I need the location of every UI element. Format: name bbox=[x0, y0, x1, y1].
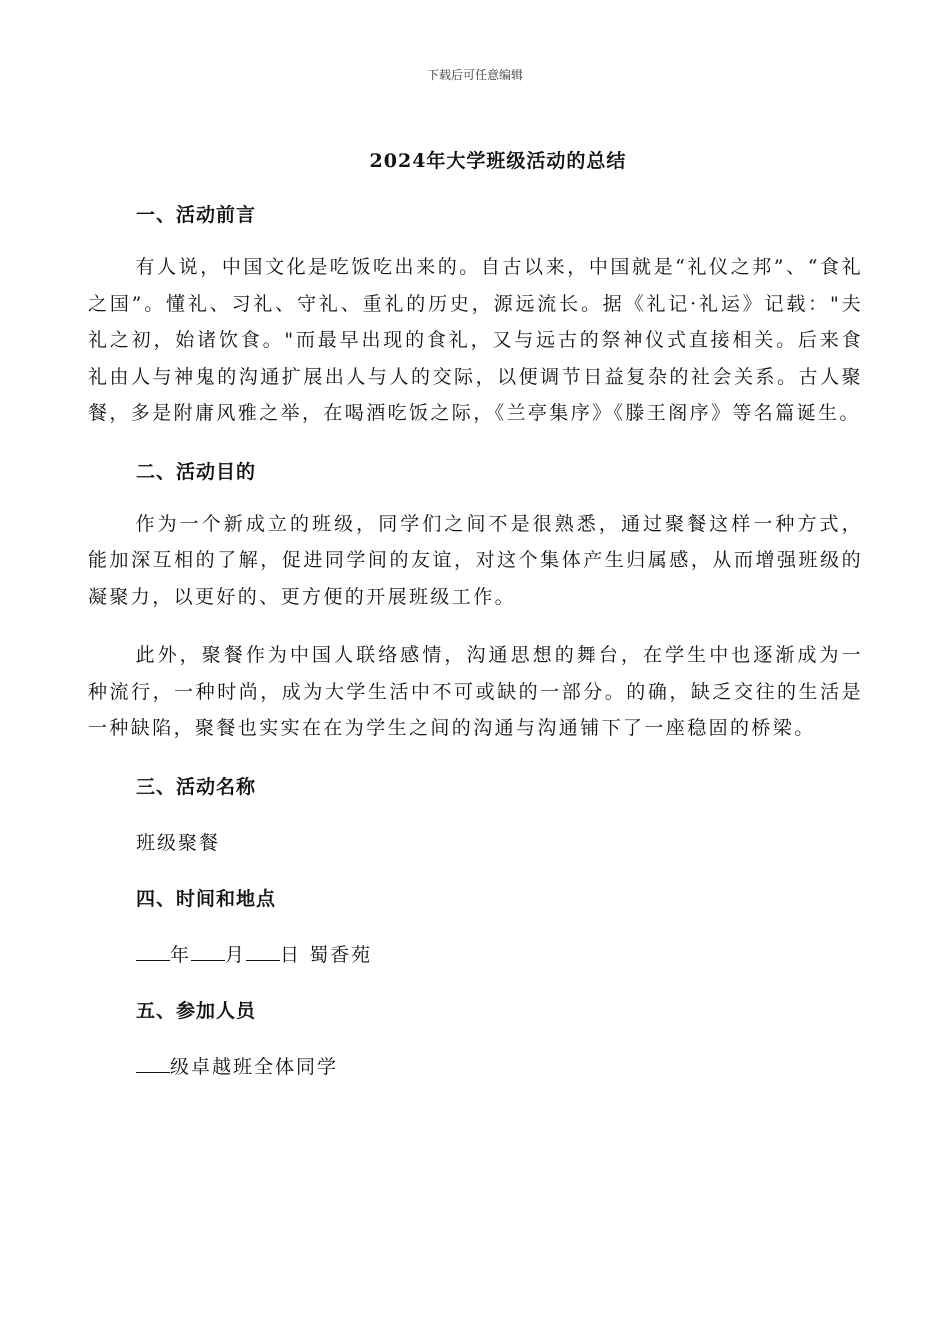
section-heading-purpose: 二、活动目的 bbox=[136, 460, 257, 483]
section-heading-name: 三、活动名称 bbox=[136, 775, 257, 798]
month-blank bbox=[191, 942, 225, 961]
day-blank bbox=[246, 942, 280, 961]
year-blank bbox=[136, 942, 170, 961]
document-title: 2024年大学班级活动的总结 bbox=[369, 150, 627, 172]
day-label: 日 bbox=[280, 943, 302, 966]
header-note: 下载后可任意编辑 bbox=[426, 68, 523, 82]
time-place-line bbox=[88, 938, 863, 972]
participants-line bbox=[88, 1050, 863, 1084]
section-heading-time-place: 四、时间和地点 bbox=[136, 887, 277, 910]
month-label: 月 bbox=[225, 943, 247, 966]
year-label: 年 bbox=[170, 943, 192, 966]
section-heading-preface: 一、活动前言 bbox=[136, 204, 257, 226]
purpose-paragraph-2: 此外，聚餐作为中国人联络感情，沟通思想的舞台，在学生中也逐渐成为一种流行，一种时尚，成为大学生活中不可或缺的一部分。的确，缺乏交往的生活是一种缺陷，聚餐也实实在在为学生之间的沟通与沟通铺下了一座稳固的桥梁。 bbox=[88, 644, 863, 739]
participants-text: 级卓越班全体同学 bbox=[170, 1055, 339, 1078]
preface-paragraph: 有人说，中国文化是吃饭吃出来的。自古以来，中国就是“礼仪之邦”、“食礼之国”。懂礼、习礼、守礼、重礼的历史，源远流长。据《礼记·礼运》记载："夫礼之初，始诸饮食。"而最早出现的食礼，又与远古的祭神仪式直接相关。后来食礼由人与神鬼的沟通扩展出人与人的交际，以便调节日益复杂的社会关系。古人聚餐，多是附庸风雅之举，在喝酒吃饭之际，《兰亭集序》《滕王阁序》等名篇诞生。 bbox=[88, 256, 863, 424]
place-name: 蜀香苑 bbox=[309, 943, 373, 966]
purpose-paragraph-1: 作为一个新成立的班级，同学们之间不是很熟悉，通过聚餐这样一种方式，能加深互相的了解，促进同学间的友谊，对这个集体产生归属感，从而增强班级的凝聚力，以更好的、更方便的开展班级工作。 bbox=[88, 512, 863, 608]
section-heading-participants: 五、参加人员 bbox=[136, 999, 257, 1022]
document-body bbox=[88, 198, 863, 1084]
grade-blank bbox=[136, 1054, 170, 1073]
activity-name: 班级聚餐 bbox=[136, 831, 221, 854]
